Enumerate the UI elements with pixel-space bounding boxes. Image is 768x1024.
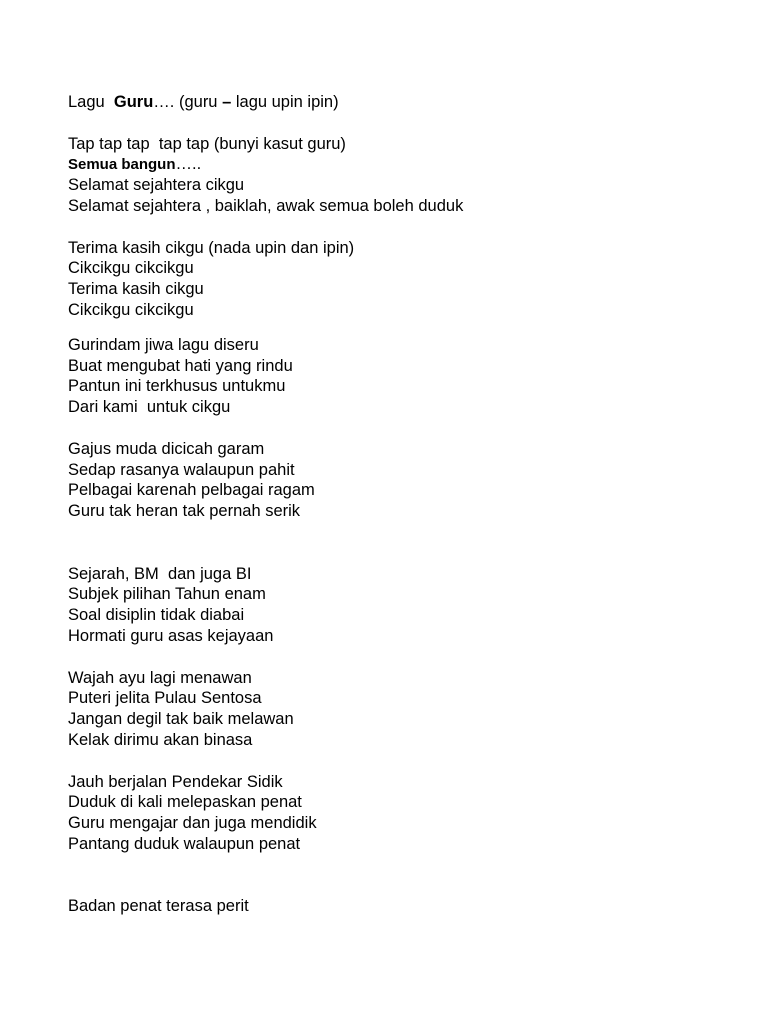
stanza-1-line: Dari kami untuk cikgu xyxy=(68,398,231,417)
stanza-5-line: Duduk di kali melepaskan penat xyxy=(68,793,302,812)
title-bold-word: Guru xyxy=(113,93,154,111)
stanza-4-line: Jangan degil tak baik melawan xyxy=(68,710,294,729)
stanza-3-line: Subjek pilihan Tahun enam xyxy=(68,585,266,604)
title-suffix-b: lagu upin ipin) xyxy=(231,93,339,111)
intro-line-2 xyxy=(68,154,748,175)
stanza-2-line: Sedap rasanya walaupun pahit xyxy=(68,460,295,479)
stanza-1-line: Pantun ini terkhusus untukmu xyxy=(68,377,286,396)
stanza-3-line: Sejarah, BM dan juga BI xyxy=(68,564,252,583)
intro-bold-text: Semua bangun xyxy=(68,156,176,174)
stanza-4-line: Puteri jelita Pulau Sentosa xyxy=(68,689,262,708)
stanza-5-line: Jauh berjalan Pendekar Sidik xyxy=(68,772,283,791)
intro-line-1: Tap tap tap tap tap (bunyi kasut guru) xyxy=(68,134,346,153)
stanza-2-line: Guru tak heran tak pernah serik xyxy=(68,502,301,521)
stanza-1-line: Buat mengubat hati yang rindu xyxy=(68,356,293,375)
reply-line: Terima kasih cikgu (nada upin dan ipin) xyxy=(68,238,355,257)
reply-line: Cikcikgu cikcikgu xyxy=(68,259,194,278)
stanza-2-line: Pelbagai karenah pelbagai ragam xyxy=(68,481,315,500)
song-title-line xyxy=(68,92,748,113)
document-page xyxy=(68,92,748,917)
title-prefix: Lagu xyxy=(68,93,114,111)
reply-line: Terima kasih cikgu xyxy=(68,280,204,299)
stanza-4-line: Kelak dirimu akan binasa xyxy=(68,730,253,749)
reply-line: Cikcikgu cikcikgu xyxy=(68,300,194,319)
intro-line-3: Selamat sejahtera cikgu xyxy=(68,176,245,195)
stanza-2-line: Gajus muda dicicah garam xyxy=(68,439,265,458)
title-suffix-a: …. (guru xyxy=(153,93,223,111)
stanza-3-line: Soal disiplin tidak diabai xyxy=(68,606,245,625)
title-dash: – xyxy=(222,93,232,111)
stanza-3-line: Hormati guru asas kejayaan xyxy=(68,626,274,645)
stanza-5-line: Guru mengajar dan juga mendidik xyxy=(68,814,317,833)
stanza-5-line: Pantang duduk walaupun penat xyxy=(68,834,301,853)
intro-line-4: Selamat sejahtera , baiklah, awak semua boleh duduk xyxy=(68,196,464,215)
stanza-6-line: Badan penat terasa perit xyxy=(68,897,249,916)
intro-ellipsis: ….. xyxy=(175,155,202,174)
stanza-1-line: Gurindam jiwa lagu diseru xyxy=(68,335,259,354)
stanza-4-line: Wajah ayu lagi menawan xyxy=(68,668,252,687)
